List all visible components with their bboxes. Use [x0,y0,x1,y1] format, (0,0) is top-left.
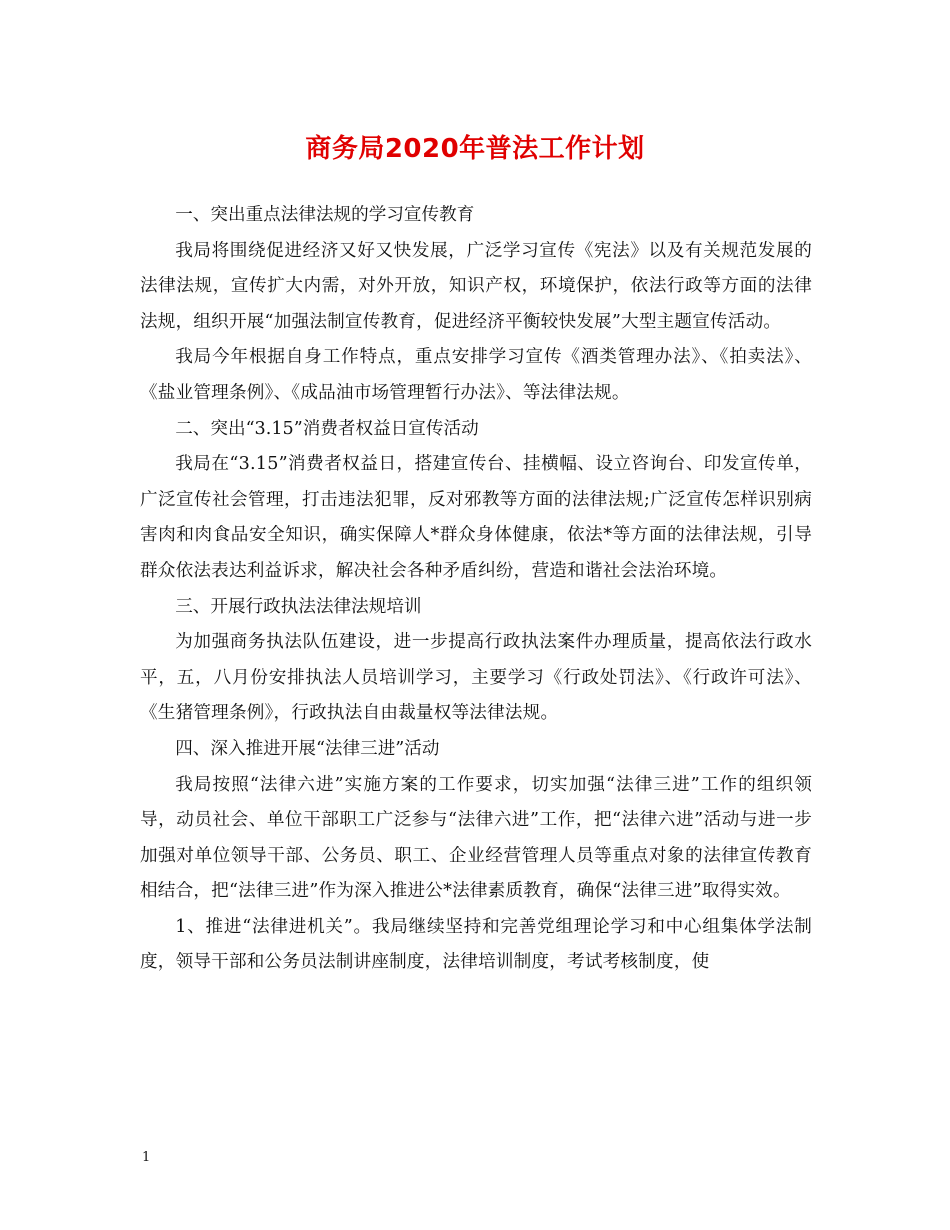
page-number: 1 [142,1150,151,1165]
document-title: 商务局2020年普法工作计划 [305,134,645,164]
document-body [140,198,812,981]
paragraph: 我局按照“法律六进”实施方案的工作要求，切实加强“法律三进”工作的组织领导，动员社会、单位干部职工广泛参与“法律六进”工作，把“法律六进”活动与进一步加强对单位领导干部、公务员、职工、企业经营管理人员等重点对象的法律宣传教育相结合，把“法律三进”作为深入推进公*法律素质教育，确保“法律三进”取得实效。 [140,774,812,902]
paragraph: 我局在“3.15”消费者权益日，搭建宣传台、挂横幅、设立咨询台、印发宣传单，广泛宣传社会管理，打击违法犯罪，反对邪教等方面的法律法规;广泛宣传怎样识别病害肉和肉食品安全知识，确实保障人*群众身体健康，依法*等方面的法律法规，引导群众依法表达利益诉求，解决社会各种矛盾纠纷，营造和谐社会法治环境。 [140,454,812,581]
paragraph: 1、推进“法律进机关”。我局继续坚持和完善党组理论学习和中心组集体学法制度，领导干部和公务员法制讲座制度，法律培训制度，考试考核制度，使 [140,916,812,973]
section-heading-2: 二、突出“3.15”消费者权益日宣传活动 [175,418,479,439]
paragraph: 我局今年根据自身工作特点，重点安排学习宣传《酒类管理办法》、《拍卖法》、《盐业管理条例》、《成品油市场管理暂行办法》、等法律法规。 [140,347,812,403]
section-heading-4: 四、深入推进开展“法律三进”活动 [175,738,440,759]
paragraph: 为加强商务执法队伍建设，进一步提高行政执法案件办理质量，提高依法行政水平，五，八月份安排执法人员培训学习，主要学习《行政处罚法》、《行政许可法》、《生猪管理条例》，行政执法自由裁量权等法律法规。 [140,632,812,724]
paragraph: 我局将围绕促进经济又好又快发展，广泛学习宣传《宪法》以及有关规范发展的法律法规，宣传扩大内需，对外开放，知识产权，环境保护，依法行政等方面的法律法规，组织开展“加强法制宣传教育，促进经济平衡较快发展”大型主题宣传活动。 [140,240,812,332]
section-heading-3: 三、开展行政执法法律法规培训 [175,596,422,617]
section-heading-1: 一、突出重点法律法规的学习宣传教育 [175,205,475,225]
